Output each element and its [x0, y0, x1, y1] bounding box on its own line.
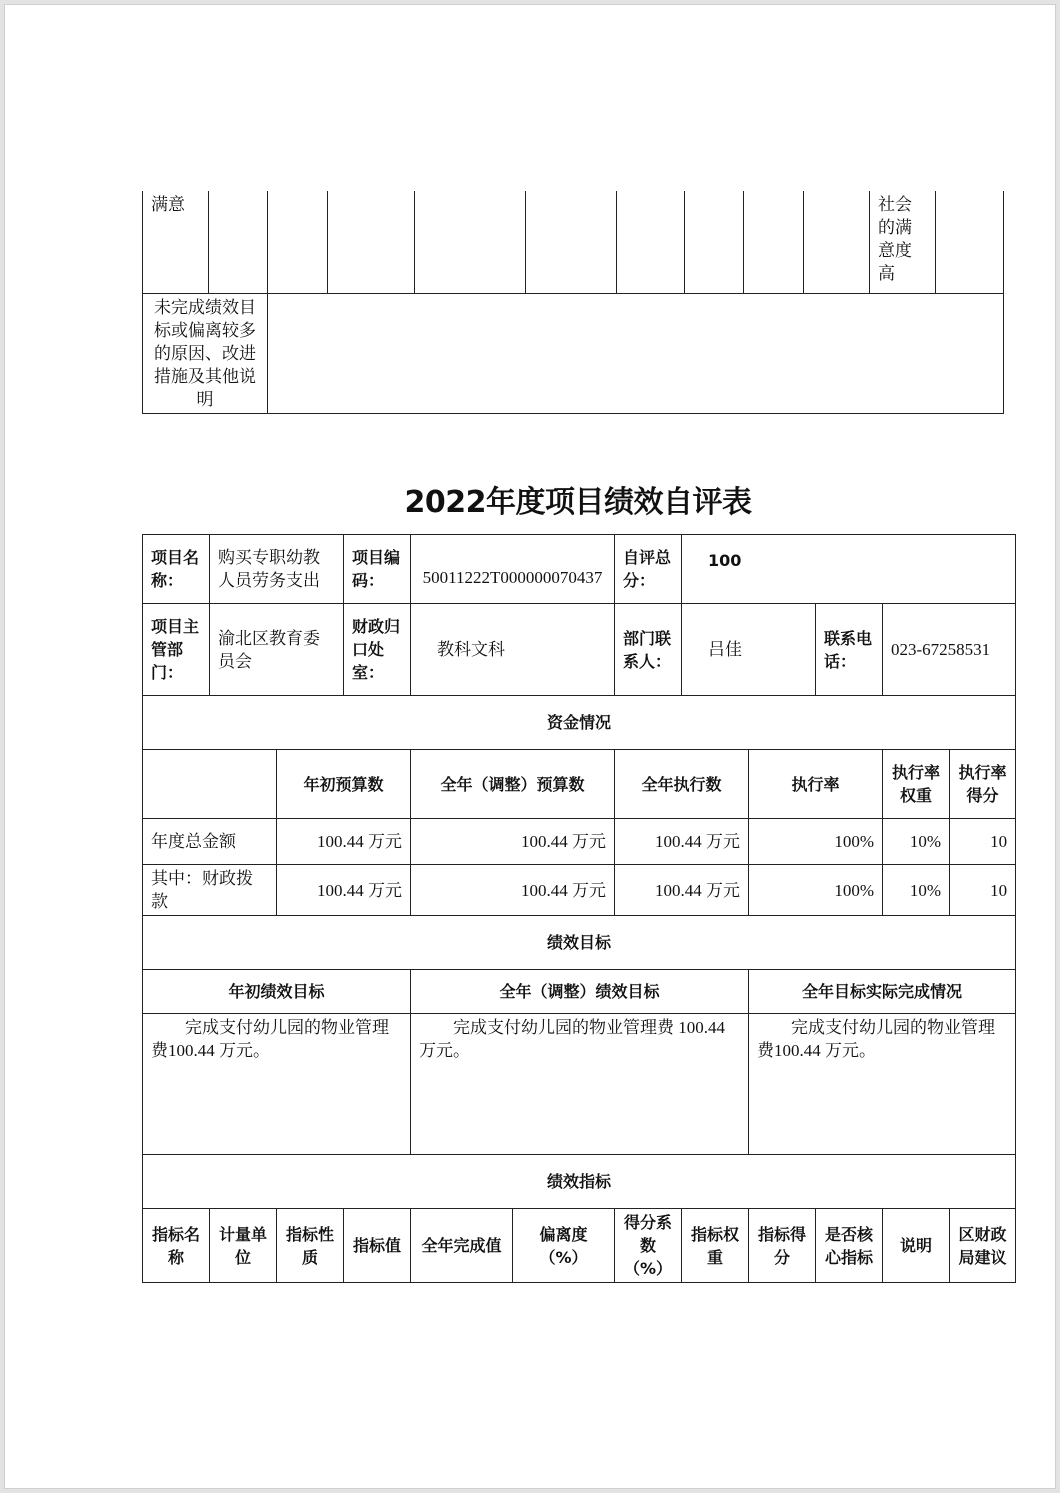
funds-header-row	[143, 750, 1016, 819]
indicator-header-unit: 计量单位	[210, 1209, 277, 1283]
project-name-label: 项目名称：	[143, 535, 210, 604]
project-name-value: 购买专职幼教人员劳务支出	[210, 535, 344, 604]
phone-value: 023-67258531	[883, 604, 1016, 696]
funds-initial-budget: 100.44 万元	[277, 865, 411, 916]
funds-header-executed: 全年执行数	[615, 750, 749, 819]
goals-adjusted-value: 完成支付幼儿园的物业管理费 100.44 万元。	[411, 1014, 749, 1155]
funds-executed: 100.44 万元	[615, 865, 749, 916]
funds-header-rate-score: 执行率得分	[950, 750, 1016, 819]
note-label: 未完成绩效目标或偏离较多的原因、改进措施及其他说明	[143, 293, 268, 413]
indicator-header-value: 指标值	[344, 1209, 411, 1283]
goals-section-row	[143, 916, 1016, 970]
goals-header-adjusted: 全年（调整）绩效目标	[411, 970, 749, 1014]
goals-header-row	[143, 970, 1016, 1014]
previous-table-fragment	[142, 191, 1004, 414]
document-page	[4, 4, 1056, 1489]
note-row	[143, 293, 1004, 413]
funds-header-rate: 执行率	[749, 750, 883, 819]
goals-value-row	[143, 1014, 1016, 1155]
funds-row-label: 年度总金额	[143, 819, 277, 865]
phone-label: 联系电话：	[816, 604, 883, 696]
funds-adjusted-budget: 100.44 万元	[411, 819, 615, 865]
goals-initial-value: 完成支付幼儿园的物业管理费100.44 万元。	[143, 1014, 411, 1155]
indicator-header-suggestion: 区财政局建议	[950, 1209, 1016, 1283]
indicators-section-row	[143, 1155, 1016, 1209]
satisfaction-cell: 满意	[143, 191, 209, 293]
indicator-header-name: 指标名称	[143, 1209, 210, 1283]
contact-label: 部门联系人：	[615, 604, 682, 696]
funds-header-rate-weight: 执行率权重	[883, 750, 950, 819]
dept-value: 渝北区教育委员会	[210, 604, 344, 696]
funds-row-label: 其中：财政拨款	[143, 865, 277, 916]
funds-section-title: 资金情况	[143, 696, 1016, 750]
info-row-2	[143, 604, 1016, 696]
funds-rate: 100%	[749, 865, 883, 916]
evaluation-table	[142, 534, 1016, 1283]
goals-header-actual: 全年目标实际完成情况	[749, 970, 1016, 1014]
office-label: 财政归口处室：	[344, 604, 411, 696]
funds-section-row	[143, 696, 1016, 750]
indicator-header-note: 说明	[883, 1209, 950, 1283]
goals-header-initial: 年初绩效目标	[143, 970, 411, 1014]
goals-section-title: 绩效目标	[143, 916, 1016, 970]
contact-value: 吕佳	[682, 604, 816, 696]
indicators-header-row	[143, 1209, 1016, 1283]
project-code-value: 50011222T000000070437	[411, 535, 615, 604]
indicator-header-weight: 指标权重	[682, 1209, 749, 1283]
indicator-header-nature: 指标性质	[277, 1209, 344, 1283]
funds-header-blank	[143, 750, 277, 819]
indicator-header-core: 是否核心指标	[816, 1209, 883, 1283]
indicators-section-title: 绩效指标	[143, 1155, 1016, 1209]
project-code-label: 项目编码：	[344, 535, 411, 604]
funds-executed: 100.44 万元	[615, 819, 749, 865]
funds-rate-score: 10	[950, 865, 1016, 916]
note-value	[268, 293, 1004, 413]
office-value: 教科文科	[411, 604, 615, 696]
indicator-header-coefficient: 得分系数（%）	[615, 1209, 682, 1283]
dept-label: 项目主管部门：	[143, 604, 210, 696]
indicator-header-completed: 全年完成值	[411, 1209, 513, 1283]
funds-adjusted-budget: 100.44 万元	[411, 865, 615, 916]
info-row-1	[143, 535, 1016, 604]
score-label: 自评总分：	[615, 535, 682, 604]
previous-table-row	[143, 191, 1004, 293]
funds-rate: 100%	[749, 819, 883, 865]
funds-rate-weight: 10%	[883, 865, 950, 916]
page-title: 2022年度项目绩效自评表	[404, 485, 752, 520]
funds-rate-score: 10	[950, 819, 1016, 865]
indicator-header-score: 指标得分	[749, 1209, 816, 1283]
funds-initial-budget: 100.44 万元	[277, 819, 411, 865]
indicator-header-deviation: 偏离度（%）	[513, 1209, 615, 1283]
funds-rate-weight: 10%	[883, 819, 950, 865]
funds-row-fiscal	[143, 865, 1016, 916]
funds-header-initial-budget: 年初预算数	[277, 750, 411, 819]
goals-actual-value: 完成支付幼儿园的物业管理费100.44 万元。	[749, 1014, 1016, 1155]
funds-header-adjusted-budget: 全年（调整）预算数	[411, 750, 615, 819]
social-satisfaction-cell: 社会的满意度高	[870, 191, 936, 293]
score-value: 100	[682, 535, 1016, 604]
funds-row-total	[143, 819, 1016, 865]
